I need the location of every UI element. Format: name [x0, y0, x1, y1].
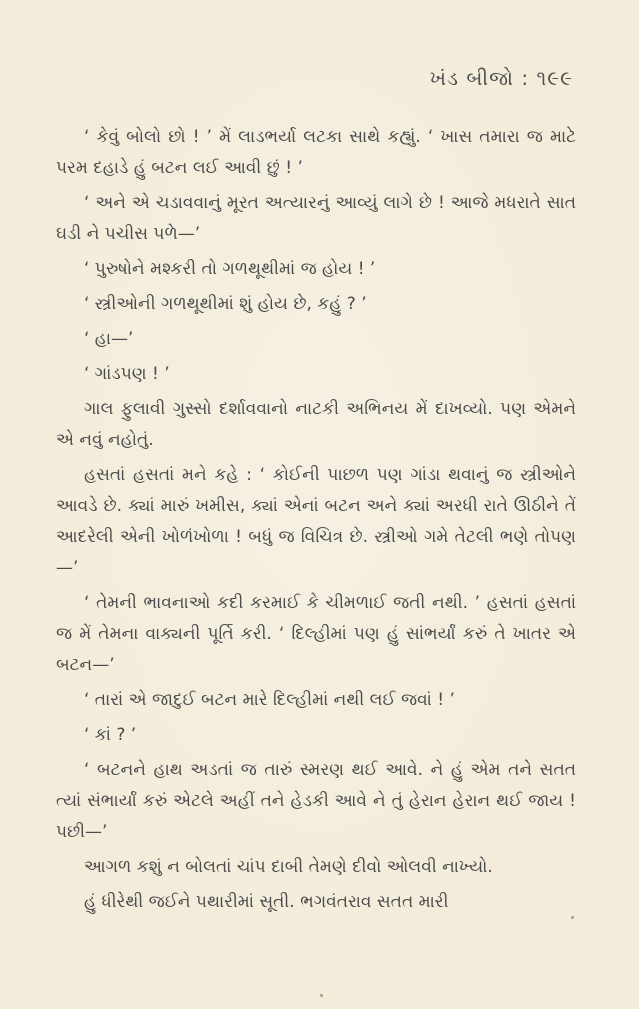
paragraph: ‘ પુરુષોને મશ્કરી તો ગળથૂથીમાં જ હોય ! ’ — [84, 259, 376, 279]
paragraph: ગાલ ફુલાવી ગુસ્સો દર્શાવવાનો નાટકી અભિનય મેં દાખવ્યો. પણ એમને એ નવું નહોતું. — [56, 399, 576, 450]
paragraph: ‘ હા—’ — [84, 329, 134, 349]
paragraph: ‘ કેવું બોલો છો ! ’ મેં લાડભર્યા લટકા સાથે કહ્યું. ‘ ખાસ તમારા જ માટે પરમ દહાડે હું બટન લઈ આવી છું ! ’ — [56, 127, 576, 178]
paper-speck — [320, 994, 323, 997]
paragraph: ‘ બટનને હાથ અડતાં જ તારું સ્મરણ થઈ આવે. ને હું એમ તને સતત ત્યાં સંભાર્યાં કરું એટલે અહીં તને હેડકી આવે ને તું હેરાન હેરાન થઈ જાય ! પછી—’ — [56, 760, 576, 842]
paragraph: ‘ તારાં એ જાદુઈ બટન મારે દિલ્હીમાં નથી લઈ જવાં ! ’ — [84, 690, 455, 710]
body-text — [56, 122, 576, 922]
paragraph: હું ધીરેથી જઈને પથારીમાં સૂતી. ભગવંતરાવ સતત મારી — [84, 892, 449, 912]
paragraph: ‘ તેમની ભાવનાઓ કદી કરમાઈ કે ચીમળાઈ જતી નથી. ’ હસતાં હસતાં જ મેં તેમના વાક્યની પૂર્તિ કરી. ‘ દિલ્હીમાં પણ હું સાંભર્યાં કરું તે ખાતર એ બટન—’ — [56, 593, 576, 675]
paragraph: ‘ ગાંડપણ ! ’ — [84, 364, 170, 384]
paragraph: ‘ કાં ? ’ — [84, 725, 137, 745]
paragraph: હસતાં હસતાં મને કહે : ‘ કોઈની પાછળ પણ ગાંડા થવાનું જ સ્ત્રીઓને આવડે છે. ક્યાં મારું ખમીસ, ક્યાં એનાં બટન અને ક્યાં અરધી રાતે ઊઠીને તેં આદરેલી એની ખોળંખોળા ! બધું જ વિચિત્ર છે. સ્ત્રીઓ ગમે તેટલી ભણે તોપણ—’ — [56, 465, 576, 578]
paragraph: આગળ કશું ન બોલતાં ચાંપ દાબી તેમણે દીવો ઓલવી નાખ્યો. — [84, 857, 493, 877]
paragraph: ‘ અને એ ચડાવવાનું મૂરત અત્યારનું આવ્યું લાગે છે ! આજે મધરાતે સાત ઘડી ને પચીસ પળે—’ — [56, 193, 576, 244]
paper-speck — [571, 916, 574, 919]
paragraph: ‘ સ્ત્રીઓની ગળથૂથીમાં શું હોય છે, કહું ? ’ — [84, 294, 367, 314]
running-header: ખંડ બીજો : ૧૯૯ — [429, 66, 573, 90]
